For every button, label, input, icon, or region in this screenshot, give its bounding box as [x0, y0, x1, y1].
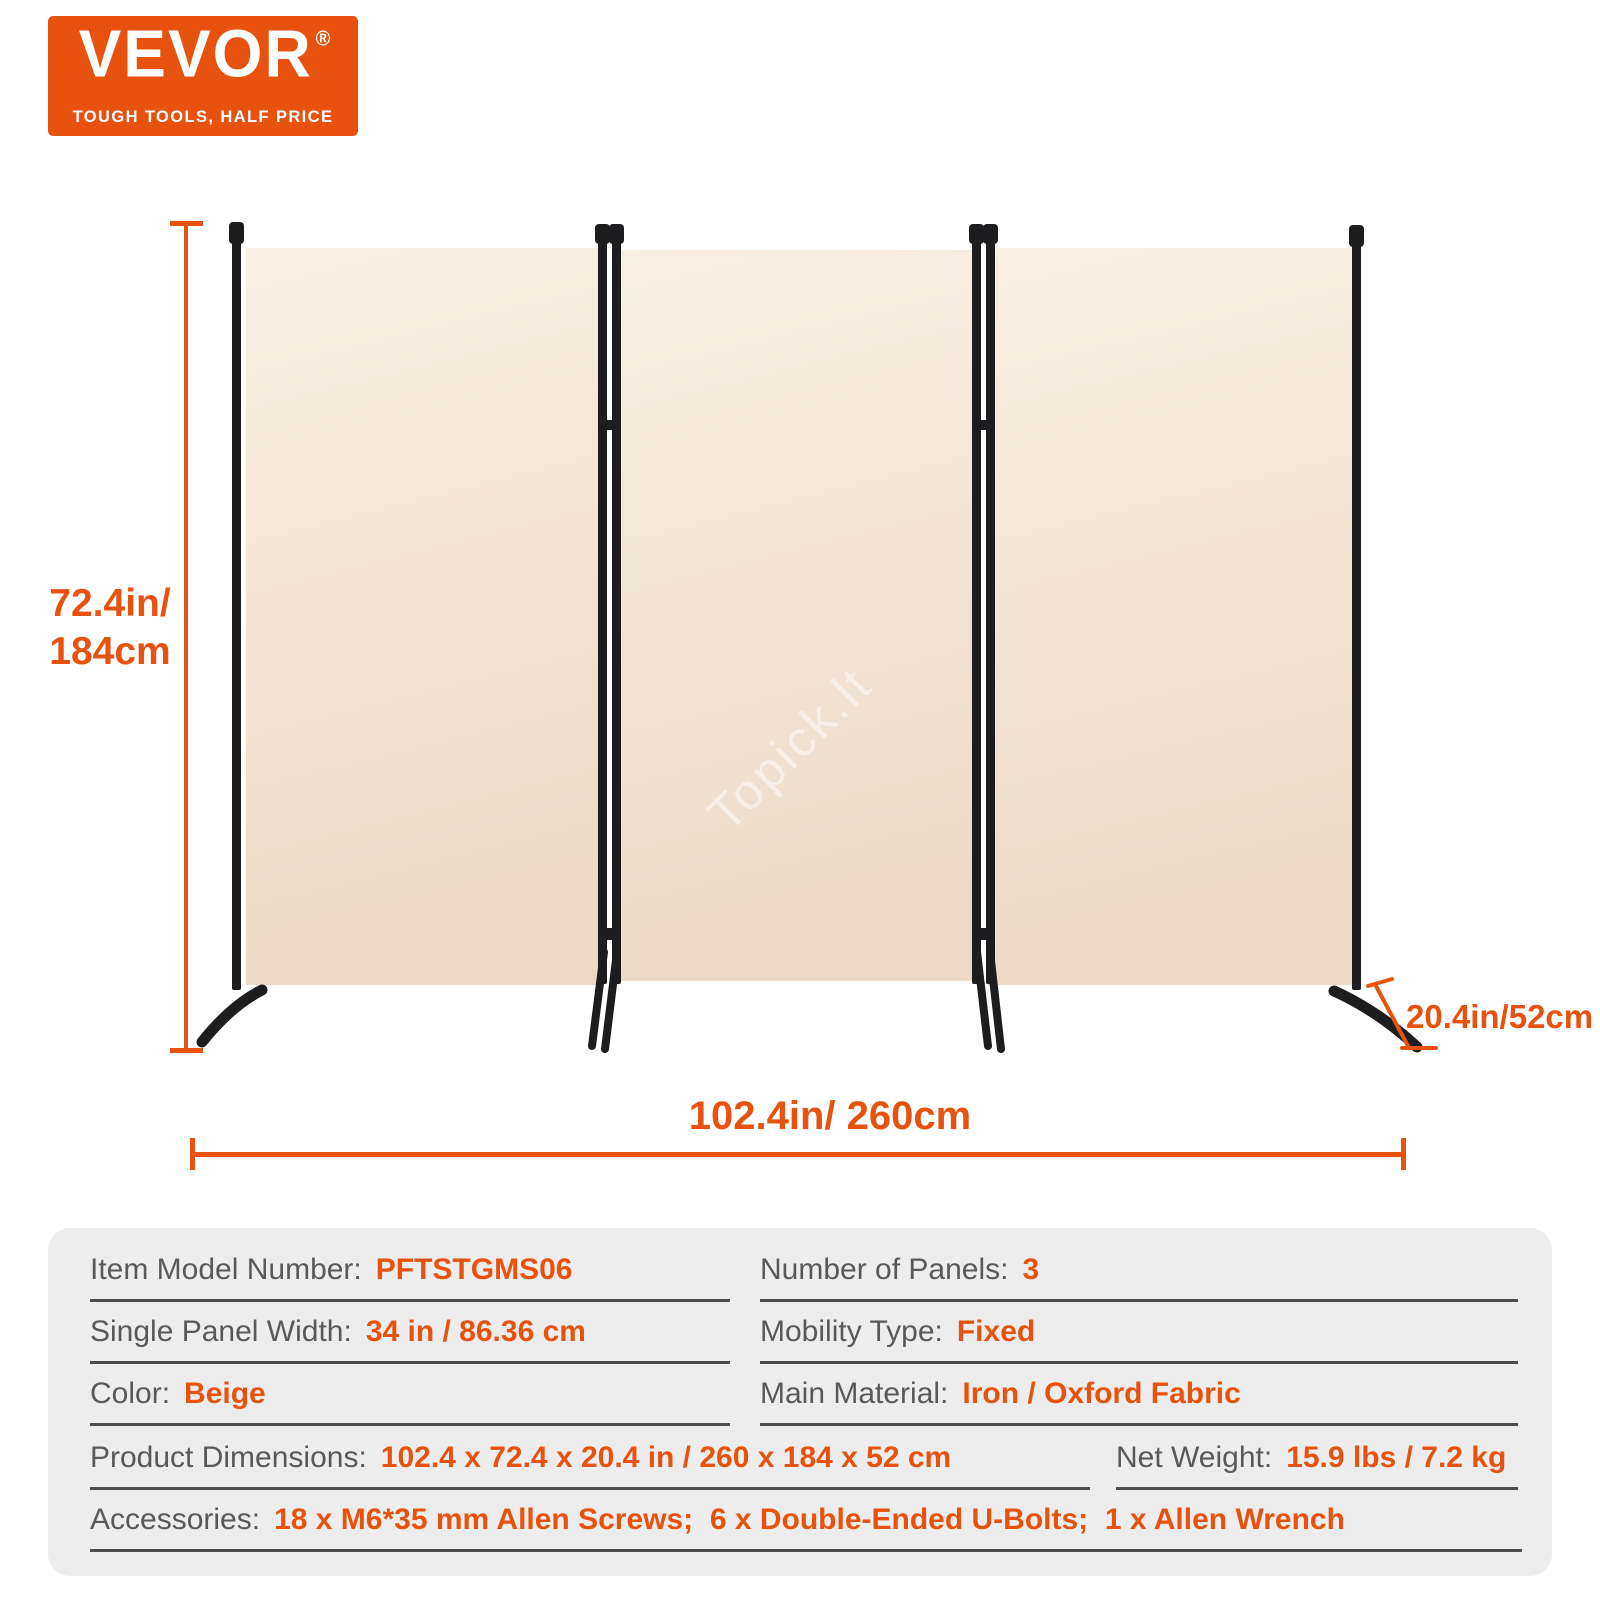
spec-label: Number of Panels:	[760, 1253, 1009, 1286]
height-dimension-label	[36, 580, 184, 676]
spec-label: Product Dimensions:	[90, 1441, 367, 1474]
spec-product-dimensions	[90, 1440, 1090, 1490]
spec-value: 18 x M6*35 mm Allen Screws; 6 x Double-Ended U-Bolts; 1 x Allen Wrench	[274, 1503, 1345, 1536]
watermark: Topick.lt	[696, 655, 884, 843]
spec-mobility-type	[760, 1314, 1518, 1364]
spec-main-material	[760, 1376, 1518, 1426]
brand-name: VEVOR ®	[78, 16, 331, 92]
divider-panels	[246, 248, 1354, 985]
spec-label: Item Model Number:	[90, 1253, 362, 1286]
spec-label: Main Material:	[760, 1377, 949, 1410]
spec-value: Fixed	[956, 1315, 1036, 1348]
spec-label: Mobility Type:	[760, 1315, 943, 1348]
brand-logo	[48, 16, 358, 136]
spec-net-weight	[1116, 1440, 1518, 1490]
spec-value: Iron / Oxford Fabric	[962, 1377, 1241, 1410]
spec-label: Color:	[90, 1377, 171, 1410]
spec-value: 102.4 x 72.4 x 20.4 in / 260 x 184 x 52 cm	[380, 1441, 952, 1474]
spec-color	[90, 1376, 730, 1426]
width-dimension-label: 102.4in/ 260cm	[688, 1094, 972, 1138]
spec-number-of-panels	[760, 1252, 1518, 1302]
width-dimension-line	[190, 1138, 1406, 1170]
spec-value: PFTSTGMS06	[375, 1253, 573, 1286]
spec-label: Single Panel Width:	[90, 1315, 352, 1348]
registered-trademark-icon: ®	[315, 27, 331, 51]
spec-item-model-number	[90, 1252, 730, 1302]
brand-tagline: TOUGH TOOLS, HALF PRICE	[72, 108, 334, 126]
spec-label: Net Weight:	[1116, 1441, 1273, 1474]
spec-single-panel-width	[90, 1314, 730, 1364]
depth-dimension-label: 20.4in/52cm	[1406, 998, 1594, 1035]
height-value-inches: 72.4in/	[49, 582, 171, 625]
spec-value: 15.9 lbs / 7.2 kg	[1286, 1441, 1507, 1474]
spec-table	[48, 1228, 1552, 1576]
height-value-cm: 184cm	[49, 630, 171, 673]
spec-value: 3	[1022, 1253, 1040, 1286]
spec-value: Beige	[184, 1377, 266, 1410]
spec-value: 34 in / 86.36 cm	[365, 1315, 586, 1348]
spec-accessories	[90, 1502, 1522, 1552]
spec-label: Accessories:	[90, 1503, 261, 1536]
